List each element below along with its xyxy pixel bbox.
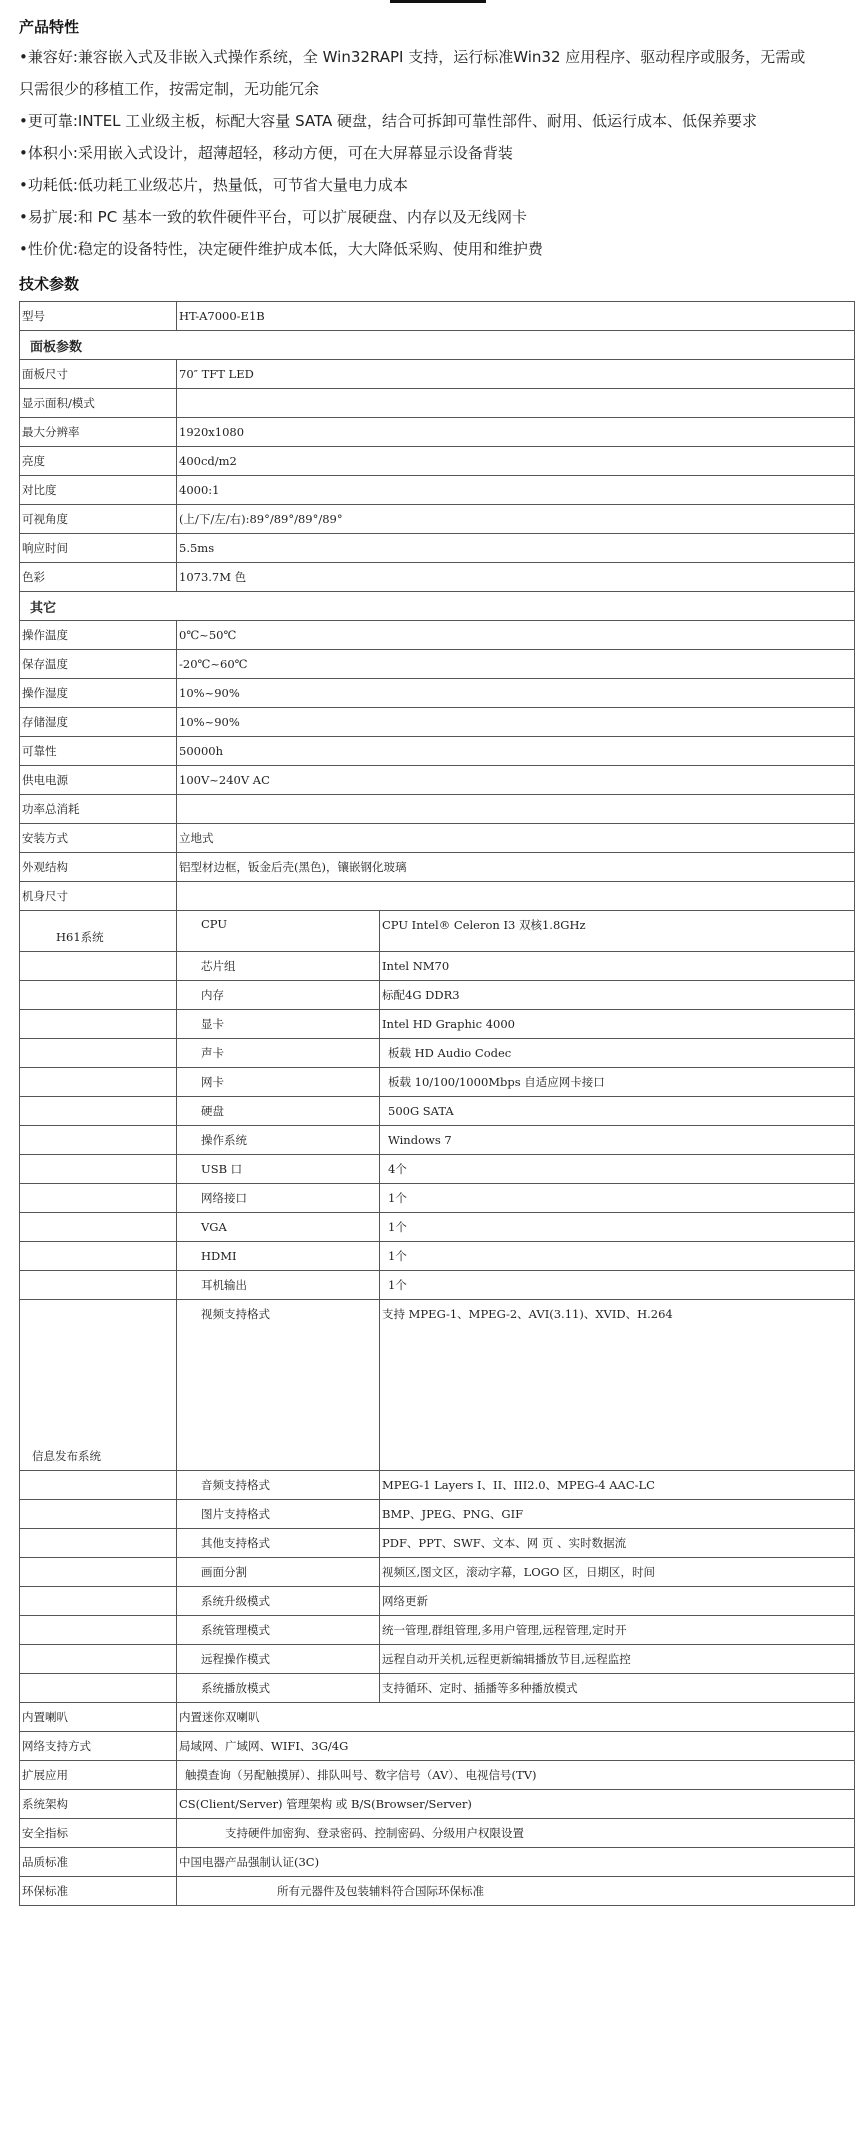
spec-value: 统一管理,群组管理,多用户管理,远程管理,定时开: [380, 1616, 855, 1645]
empty-cell: [20, 1184, 177, 1213]
spec-value: 板载 HD Audio Codec: [380, 1039, 855, 1068]
spec-value: HT-A7000-E1B: [177, 302, 855, 331]
spec-value: 板载 10/100/1000Mbps 自适应网卡接口: [380, 1068, 855, 1097]
empty-cell: [20, 1271, 177, 1300]
table-row: [20, 418, 855, 447]
table-row: [20, 534, 855, 563]
table-row: [20, 621, 855, 650]
spec-value: 触摸查询（另配触摸屏）、排队叫号、数字信号（AV）、电视信号(TV): [177, 1761, 855, 1790]
spec-value: 1920x1080: [177, 418, 855, 447]
group-label-info: 信息发布系统: [20, 1300, 177, 1471]
table-row: [20, 447, 855, 476]
table-row: [20, 1761, 855, 1790]
table-row: [20, 1732, 855, 1761]
empty-cell: [20, 1039, 177, 1068]
spec-sublabel: USB 口: [177, 1155, 380, 1184]
spec-value: Intel NM70: [380, 952, 855, 981]
spec-sublabel: 耳机输出: [177, 1271, 380, 1300]
spec-label: 外观结构: [20, 853, 177, 882]
spec-sublabel: 网卡: [177, 1068, 380, 1097]
table-row: [20, 1645, 855, 1674]
empty-cell: [20, 1558, 177, 1587]
feature-line: 只需很少的移植工作，按需定制，无功能冗余: [19, 80, 320, 98]
spec-label: 安装方式: [20, 824, 177, 853]
empty-cell: [20, 1529, 177, 1558]
spec-label: 最大分辨率: [20, 418, 177, 447]
spec-label: 供电电源: [20, 766, 177, 795]
spec-value: CS(Client/Server) 管理架构 或 B/S(Browser/Server): [177, 1790, 855, 1819]
spec-value: 4个: [380, 1155, 855, 1184]
spec-value: Intel HD Graphic 4000: [380, 1010, 855, 1039]
section-row: [20, 592, 855, 621]
spec-label: 显示面积/模式: [20, 389, 177, 418]
spec-label: 响应时间: [20, 534, 177, 563]
table-row: [20, 1097, 855, 1126]
section-heading: 面板参数: [20, 331, 855, 360]
spec-sublabel: 网络接口: [177, 1184, 380, 1213]
empty-cell: [20, 952, 177, 981]
spec-value: 400cd/m2: [177, 447, 855, 476]
empty-cell: [20, 981, 177, 1010]
spec-value: 所有元器件及包装辅料符合国际环保标准: [177, 1877, 855, 1906]
empty-cell: [20, 1213, 177, 1242]
features-heading: 产品特性: [19, 18, 80, 36]
table-row: [20, 476, 855, 505]
spec-value: [177, 389, 855, 418]
table-row: [20, 1242, 855, 1271]
table-row: [20, 650, 855, 679]
spec-sublabel: 内存: [177, 981, 380, 1010]
spec-table: [19, 301, 855, 1906]
spec-sublabel: 显卡: [177, 1010, 380, 1039]
feature-line: •易扩展:和 PC 基本一致的软件硬件平台，可以扩展硬盘、内存以及无线网卡: [19, 208, 527, 226]
table-row: [20, 795, 855, 824]
spec-sublabel: 其他支持格式: [177, 1529, 380, 1558]
spec-value: 1个: [380, 1242, 855, 1271]
spec-value: BMP、JPEG、PNG、GIF: [380, 1500, 855, 1529]
table-row: [20, 1126, 855, 1155]
spec-value: 4000:1: [177, 476, 855, 505]
spec-value: 支持硬件加密狗、登录密码、控制密码、分级用户权限设置: [177, 1819, 855, 1848]
spec-value: 铝型材边框，钣金后壳(黑色)，镶嵌钢化玻璃: [177, 853, 855, 882]
table-row: [20, 1877, 855, 1906]
spec-sublabel: 系统升级模式: [177, 1587, 380, 1616]
spec-value: 0℃~50℃: [177, 621, 855, 650]
table-row: [20, 302, 855, 331]
spec-sublabel: VGA: [177, 1213, 380, 1242]
spec-value: 视频区,图文区，滚动字幕，LOGO 区，日期区，时间: [380, 1558, 855, 1587]
spec-sublabel: 画面分割: [177, 1558, 380, 1587]
table-row: [20, 911, 855, 952]
spec-value: [177, 795, 855, 824]
table-row: [20, 389, 855, 418]
spec-label: 网络支持方式: [20, 1732, 177, 1761]
spec-value: 1个: [380, 1184, 855, 1213]
table-row: [20, 1471, 855, 1500]
table-row: [20, 1587, 855, 1616]
table-row: [20, 1300, 855, 1471]
empty-cell: [20, 1097, 177, 1126]
spec-label: 亮度: [20, 447, 177, 476]
table-row: [20, 1271, 855, 1300]
table-row: [20, 824, 855, 853]
spec-value: 1073.7M 色: [177, 563, 855, 592]
spec-value: [177, 882, 855, 911]
table-row: [20, 853, 855, 882]
spec-value: 支持循环、定时、插播等多种播放模式: [380, 1674, 855, 1703]
spec-value: CPU Intel® Celeron I3 双核1.8GHz: [380, 911, 855, 952]
table-row: [20, 1529, 855, 1558]
table-row: [20, 505, 855, 534]
table-row: [20, 1703, 855, 1732]
table-row: [20, 360, 855, 389]
spec-label: 操作温度: [20, 621, 177, 650]
spec-sublabel: 硬盘: [177, 1097, 380, 1126]
spec-value: 500G SATA: [380, 1097, 855, 1126]
spec-value: 中国电器产品强制认证(3C): [177, 1848, 855, 1877]
feature-line: •更可靠:INTEL 工业级主板，标配大容量 SATA 硬盘，结合可拆卸可靠性部件、耐用、低运行成本、低保养要求: [19, 112, 758, 130]
spec-sublabel: 系统管理模式: [177, 1616, 380, 1645]
spec-value: -20℃~60℃: [177, 650, 855, 679]
spec-sublabel: 图片支持格式: [177, 1500, 380, 1529]
spec-label: 可靠性: [20, 737, 177, 766]
spec-value: 远程自动开关机,远程更新编辑播放节目,远程监控: [380, 1645, 855, 1674]
spec-value: 70″ TFT LED: [177, 360, 855, 389]
table-row: [20, 1039, 855, 1068]
table-row: [20, 1558, 855, 1587]
spec-value: PDF、PPT、SWF、文本、网 页 、实时数据流: [380, 1529, 855, 1558]
section-row: [20, 331, 855, 360]
spec-label: 面板尺寸: [20, 360, 177, 389]
spec-sublabel: 芯片组: [177, 952, 380, 981]
spec-value: (上/下/左/右):89°/89°/89°/89°: [177, 505, 855, 534]
table-row: [20, 1819, 855, 1848]
empty-cell: [20, 1010, 177, 1039]
spec-value: 10%~90%: [177, 708, 855, 737]
spec-label: 对比度: [20, 476, 177, 505]
spec-label: 环保标准: [20, 1877, 177, 1906]
section-heading: 其它: [20, 592, 855, 621]
spec-value: 标配4G DDR3: [380, 981, 855, 1010]
spec-value: MPEG-1 Layers I、II、III2.0、MPEG-4 AAC-LC: [380, 1471, 855, 1500]
table-row: [20, 1213, 855, 1242]
group-label-h61: H61系统: [20, 911, 177, 952]
table-row: [20, 1184, 855, 1213]
feature-line: •功耗低:低功耗工业级芯片，热量低，可节省大量电力成本: [19, 176, 408, 194]
spec-label: 扩展应用: [20, 1761, 177, 1790]
spec-label: 品质标准: [20, 1848, 177, 1877]
table-row: [20, 952, 855, 981]
empty-cell: [20, 1674, 177, 1703]
table-row: [20, 1500, 855, 1529]
feature-line: •兼容好:兼容嵌入式及非嵌入式操作系统，全 Win32RAPI 支持，运行标准Win32 应用程序、驱动程序或服务，无需或: [19, 48, 806, 66]
table-row: [20, 737, 855, 766]
spec-value: 局域网、广域网、WIFI、3G/4G: [177, 1732, 855, 1761]
table-row: [20, 708, 855, 737]
table-row: [20, 1010, 855, 1039]
spec-label: 保存温度: [20, 650, 177, 679]
spec-sublabel: 远程操作模式: [177, 1645, 380, 1674]
spec-label: 可视角度: [20, 505, 177, 534]
spec-value: 100V~240V AC: [177, 766, 855, 795]
spec-value: 1个: [380, 1271, 855, 1300]
spec-sublabel: CPU: [177, 911, 380, 952]
spec-sublabel: HDMI: [177, 1242, 380, 1271]
feature-line: •性价优:稳定的设备特性，决定硬件维护成本低，大大降低采购、使用和维护费: [19, 240, 543, 258]
spec-value: 50000h: [177, 737, 855, 766]
empty-cell: [20, 1616, 177, 1645]
empty-cell: [20, 1500, 177, 1529]
spec-label: 功率总消耗: [20, 795, 177, 824]
spec-value: 5.5ms: [177, 534, 855, 563]
spec-label: 存储湿度: [20, 708, 177, 737]
table-row: [20, 766, 855, 795]
table-row: [20, 1848, 855, 1877]
spec-label: 色彩: [20, 563, 177, 592]
spec-value: 支持 MPEG-1、MPEG-2、AVI(3.11)、XVID、H.264: [380, 1300, 855, 1471]
table-row: [20, 1155, 855, 1184]
empty-cell: [20, 1155, 177, 1184]
spec-label: 系统架构: [20, 1790, 177, 1819]
features-list: [19, 41, 854, 265]
spec-value: Windows 7: [380, 1126, 855, 1155]
spec-label: 操作湿度: [20, 679, 177, 708]
spec-value: 网络更新: [380, 1587, 855, 1616]
empty-cell: [20, 1242, 177, 1271]
top-divider-bar: [390, 0, 486, 3]
feature-line: •体积小:采用嵌入式设计，超薄超轻，移动方便，可在大屏幕显示设备背装: [19, 144, 513, 162]
spec-sublabel: 声卡: [177, 1039, 380, 1068]
spec-value: 1个: [380, 1213, 855, 1242]
table-row: [20, 882, 855, 911]
spec-value: 内置迷你双喇叭: [177, 1703, 855, 1732]
spec-sublabel: 音频支持格式: [177, 1471, 380, 1500]
empty-cell: [20, 1471, 177, 1500]
table-row: [20, 563, 855, 592]
spec-sublabel: 操作系统: [177, 1126, 380, 1155]
empty-cell: [20, 1068, 177, 1097]
table-row: [20, 1674, 855, 1703]
spec-sublabel: 视频支持格式: [177, 1300, 380, 1471]
empty-cell: [20, 1645, 177, 1674]
table-row: [20, 1790, 855, 1819]
spec-heading: 技术参数: [19, 275, 80, 293]
spec-label: 机身尺寸: [20, 882, 177, 911]
empty-cell: [20, 1126, 177, 1155]
spec-sublabel: 系统播放模式: [177, 1674, 380, 1703]
table-row: [20, 981, 855, 1010]
empty-cell: [20, 1587, 177, 1616]
table-row: [20, 1616, 855, 1645]
table-row: [20, 1068, 855, 1097]
table-row: [20, 679, 855, 708]
spec-value: 立地式: [177, 824, 855, 853]
spec-label: 型号: [20, 302, 177, 331]
spec-label: 内置喇叭: [20, 1703, 177, 1732]
spec-label: 安全指标: [20, 1819, 177, 1848]
spec-value: 10%~90%: [177, 679, 855, 708]
